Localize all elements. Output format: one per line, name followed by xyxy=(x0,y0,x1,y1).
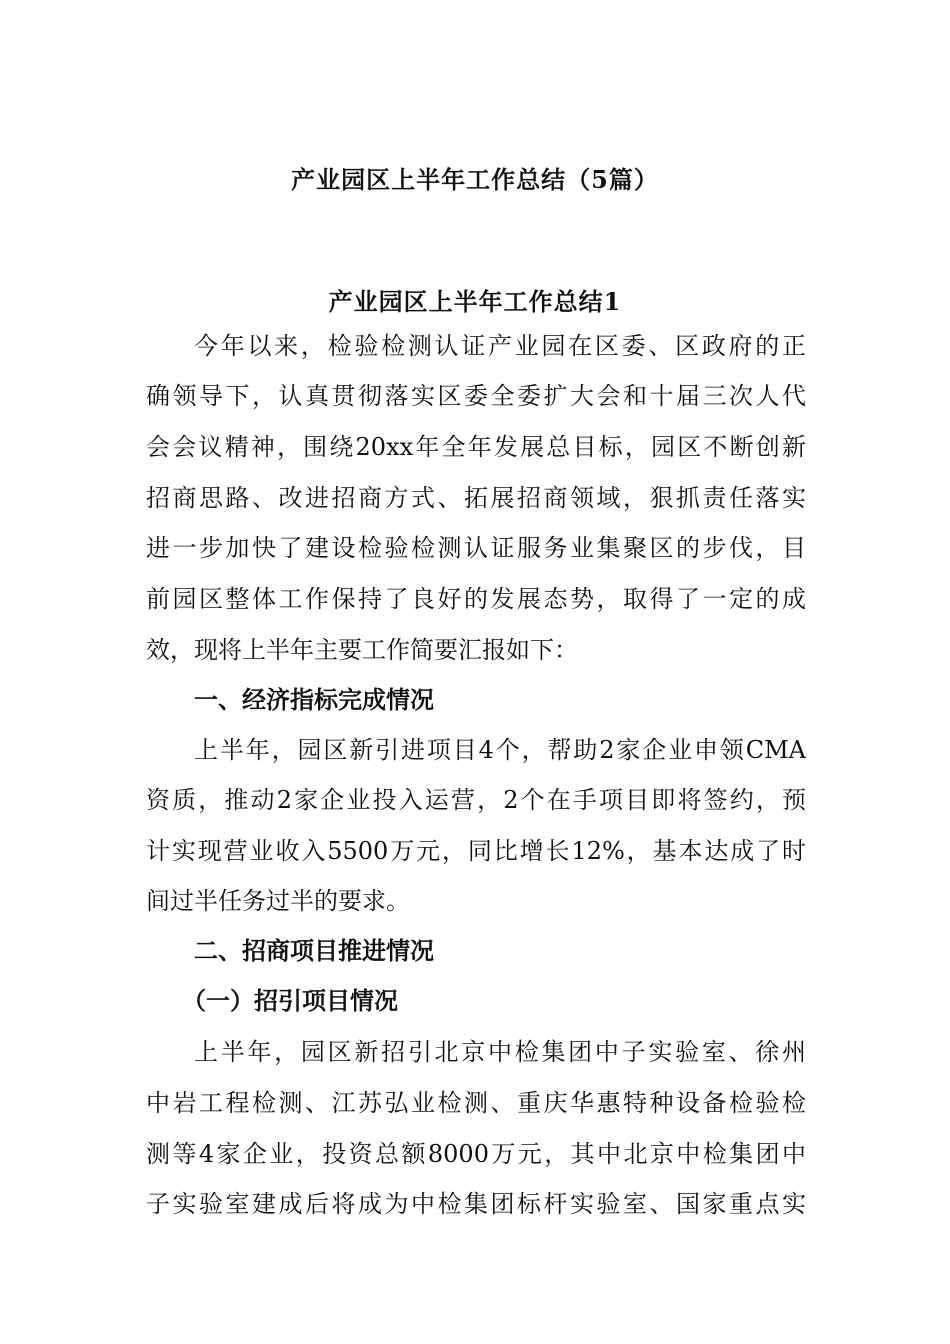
paragraph-line: 子实验室建成后将成为中检集团标杆实验室、国家重点实 xyxy=(146,1190,806,1218)
paragraph-line: 效，现将上半年主要工作简要汇报如下： xyxy=(146,636,578,664)
paragraph-line: 中岩工程检测、江苏弘业检测、重庆华惠特种设备检验检 xyxy=(146,1089,806,1117)
paragraph-line: 今年以来，检验检测认证产业园在区委、区政府的正 xyxy=(194,332,806,360)
document-title: 产业园区上半年工作总结（5篇） xyxy=(291,165,659,194)
paragraph-line: 测等4家企业，投资总额8000万元，其中北京中检集团中 xyxy=(146,1140,806,1168)
section-heading: 一、经济指标完成情况 xyxy=(194,685,434,714)
paragraph-line: 上半年，园区新招引北京中检集团中子实验室、徐州 xyxy=(194,1038,806,1066)
paragraph-line: 确领导下，认真贯彻落实区委全委扩大会和十届三次人代 xyxy=(146,382,806,410)
paragraph-line: 计实现营业收入5500万元，同比增长12%，基本达成了时 xyxy=(146,837,806,865)
paragraph-line: 间过半任务过半的要求。 xyxy=(146,887,410,915)
paragraph-line: 会会议精神，围绕20xx年全年发展总目标，园区不断创新 xyxy=(146,433,806,461)
subsection-heading: （一）招引项目情况 xyxy=(182,986,398,1015)
paragraph-line: 上半年，园区新引进项目4个，帮助2家企业申领CMA xyxy=(194,736,806,764)
paragraph-line: 资质，推动2家企业投入运营，2个在手项目即将签约，预 xyxy=(146,786,806,814)
paragraph-line: 前园区整体工作保持了良好的发展态势，取得了一定的成 xyxy=(146,585,806,613)
section-title: 产业园区上半年工作总结1 xyxy=(328,287,622,316)
section-heading: 二、招商项目推进情况 xyxy=(194,936,434,965)
paragraph-line: 进一步加快了建设检验检测认证服务业集聚区的步伐，目 xyxy=(146,534,806,562)
paragraph-line: 招商思路、改进招商方式、拓展招商领域，狠抓责任落实 xyxy=(146,484,806,512)
